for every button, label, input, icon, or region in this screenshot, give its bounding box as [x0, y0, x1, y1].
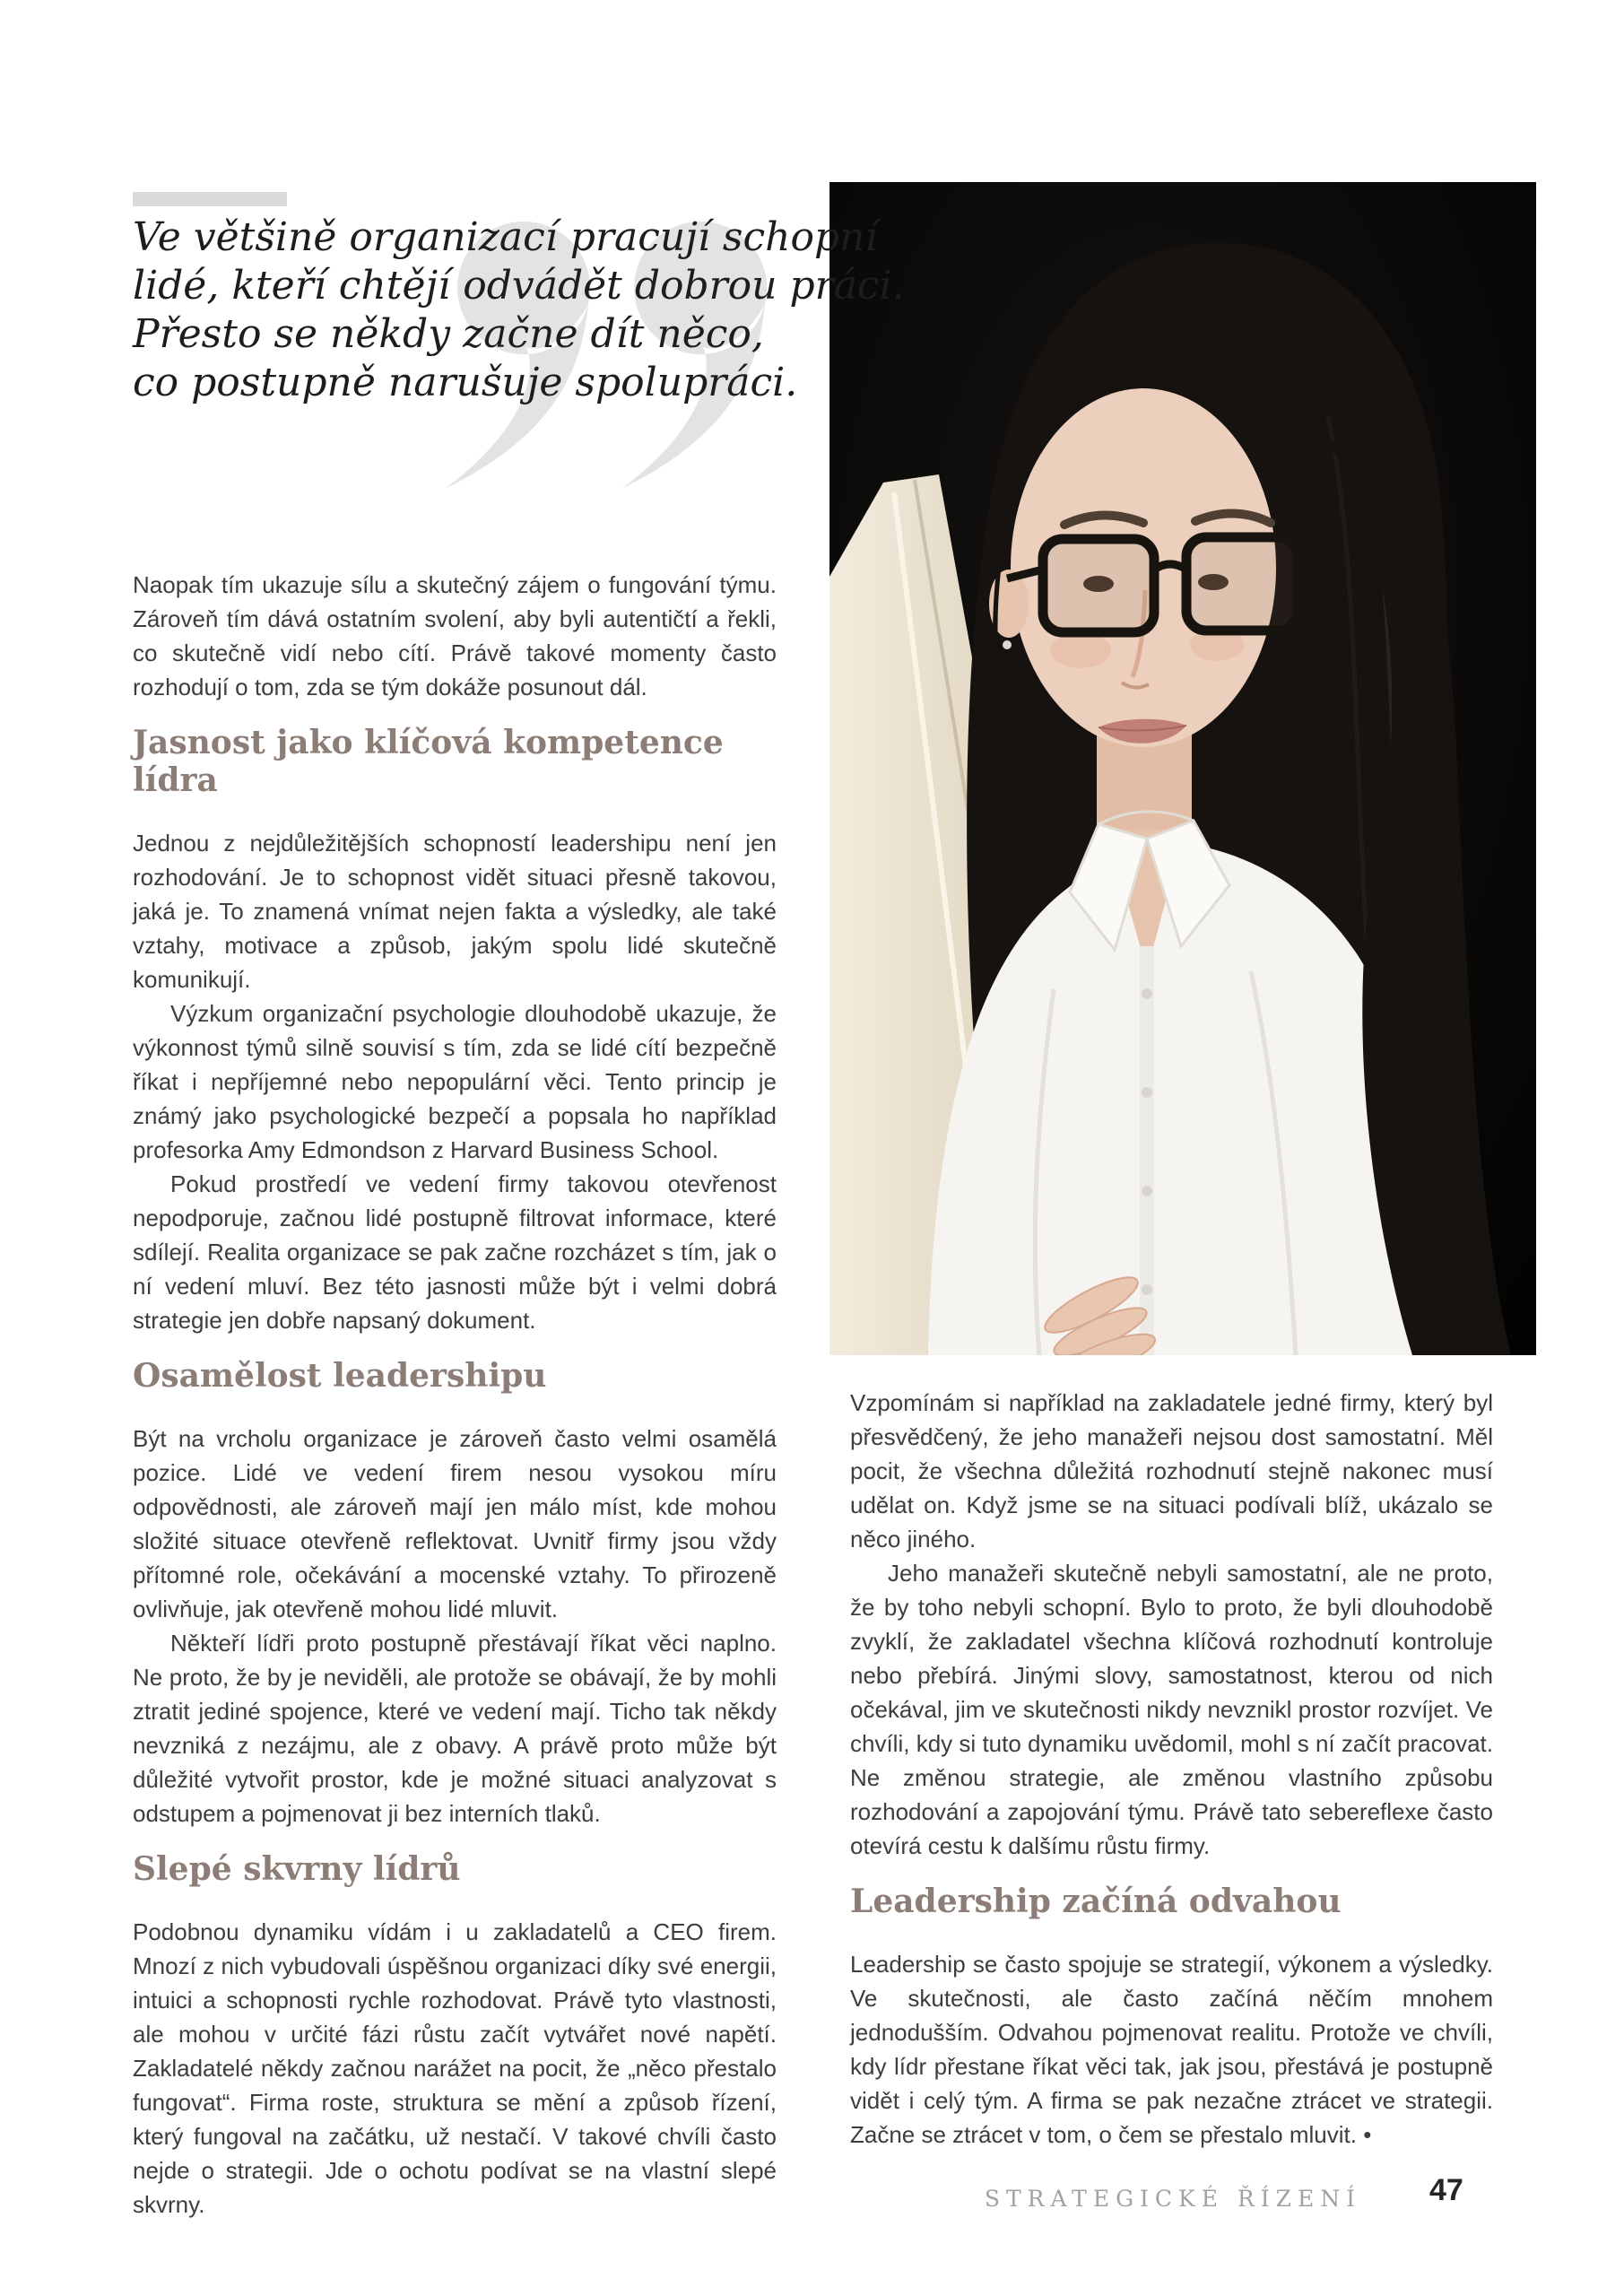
pull-quote-line: Přesto se někdy začne dít něco, [133, 311, 764, 357]
paragraph: Výzkum organizační psychologie dlouhodobě ukazuje, že výkonnost týmů silně souvisí s tím, zda se lidé cítí bezpečně říkat i nepříjemné nebo nepopulární věci. Tento princip je známý jako psychologické bezpečí a popsala ho například profesorka Amy Edmondson z Harvard Business School. [133, 1000, 777, 1163]
accent-bar [133, 192, 287, 206]
paragraph: Pokud prostředí ve vedení firmy takovou otevřenost nepodporuje, začnou lidé postupně filtrovat informace, které sdílejí. Realita organizace se pak začne rozcházet s tím, jak o ní vedení mluví. Bez této jasnosti může být i velmi dobrá strategie jen dobře napsaný dokument. [133, 1170, 777, 1334]
pull-quote-line: lidé, kteří chtějí odvádět dobrou práci. [133, 263, 905, 309]
pull-quote [133, 213, 905, 407]
paragraph: Jeho manažeři skutečně nebyli samostatní, ale ne proto, že by toho nebyli schopní. Bylo to proto, že byli dlouhodobě zvyklí, že zakladatel všechna klíčová rozhodnutí kontroluje nebo přebírá. Jinými slovy, samostatnost, kterou od nich očekával, jim ve skutečnosti nikdy nevznikl prostor rozvíjet. Ve chvíli, kdy si tuto dynamiku uvědomil, mohl s ní začít pracovat. Ne změnou strategie, ale změnou vlastního způsobu rozhodování a zapojování týmu. Právě tato sebereflexe často otevírá cestu k dalšímu růstu firmy. [850, 1560, 1493, 1859]
section-heading: Leadership začíná odvahou [850, 1883, 1342, 1920]
article-left-column [133, 568, 777, 2222]
paragraph: Podobnou dynamiku vídám i u zakladatelů a CEO firem. Mnozí z nich vybudovali úspěšnou organizaci díky své energii, intuici a schopnosti rychle rozhodovat. Právě tyto vlastnosti, ale mohou v určité fázi růstu začít vytvářet nové napětí. Zakladatelé někdy začnou narážet na pocit, že „něco přestalo fungovat“. Firma roste, struktura se mění a způsob řízení, který fungoval na začátku, už nestačí. V takové chvíli často nejde o strategii. Jde o ochotu podívat se na vlastní slepé skvrny. [133, 1918, 777, 2218]
section-heading: Jasnost jako klíčová kompetence lídra [133, 724, 724, 799]
section-heading: Osamělost leadershipu [133, 1357, 547, 1395]
page-number: 47 [1429, 2173, 1463, 2207]
article-right-column [850, 1386, 1493, 2152]
pull-quote-line: Ve většině organizací pracují schopní [133, 214, 878, 260]
paragraph: Být na vrcholu organizace je zároveň často velmi osamělá pozice. Lidé ve vedení firem nesou vysokou míru odpovědnosti, ale zároveň mají jen málo míst, kde mohou složité situace otevřeně reflektovat. Uvnitř firmy jsou vždy přítomné role, očekávání a mocenské vztahy. To přirozeně ovlivňuje, jak otevřeně mohou lidé mluvit. [133, 1425, 777, 1622]
footer-section-label: STRATEGICKÉ ŘÍZENÍ [984, 2186, 1361, 2212]
paragraph: Naopak tím ukazuje sílu a skutečný zájem o fungování týmu. Zároveň tím dává ostatním svolení, aby byli autentičtí a řekli, co skutečně vidí nebo cítí. Právě takové momenty často rozhodují o tom, zda se tým dokáže posunout dál. [133, 571, 777, 700]
paragraph: Jednou z nejdůležitějších schopností leadershipu není jen rozhodování. Je to schopnost vidět situaci přesně takovou, jaká je. To znamená vnímat nejen fakta a výsledky, ale také vztahy, motivace a způsob, jakým spolu lidé skutečně komunikují. [133, 830, 777, 993]
portrait-photo [829, 182, 1536, 1355]
paragraph: Leadership se často spojuje se strategií, výkonem a výsledky. Ve skutečnosti, ale často začíná něčím mnohem jednodušším. Odvahou pojmenovat realitu. Protože ve chvíli, kdy lídr přestane říkat věci tak, jak jsou, přestává je postupně vidět i celý tým. A firma se pak nezačne ztrácet ve strategii. Začne se ztrácet v tom, o čem se přestalo mluvit. • [850, 1951, 1493, 2148]
paragraph: Někteří lídři proto postupně přestávají říkat věci naplno. Ne proto, že by je neviděli, ale protože se obávají, že by mohli ztratit jediné spojence, které ve vedení mají. Ticho tak někdy nevzniká z nezájmu, ale z obavy. A právě proto může být důležité vytvořit prostor, kde je možné situaci analyzovat s odstupem a pojmenovat ji bez interních tlaků. [133, 1630, 777, 1827]
portrait-illustration [829, 182, 1536, 1355]
paragraph: Vzpomínám si například na zakladatele jedné firmy, který byl přesvědčený, že jeho manažeři nejsou dost samostatní. Měl pocit, že všechna důležitá rozhodnutí stejně nakonec musí udělat on. Když jsme se na situaci podívali blíž, ukázalo se něco jiného. [850, 1389, 1493, 1552]
pull-quote-line: co postupně narušuje spolupráci. [133, 360, 798, 405]
section-heading: Slepé skvrny lídrů [133, 1850, 461, 1888]
